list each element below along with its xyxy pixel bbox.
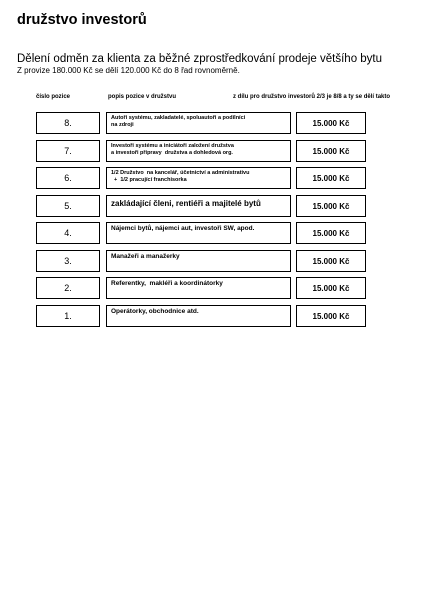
table-row xyxy=(0,140,431,162)
description-cell xyxy=(106,112,291,134)
table-row xyxy=(0,112,431,134)
document-title: družstvo investorů xyxy=(17,12,147,28)
table-row xyxy=(0,277,431,299)
position-cell: 8. xyxy=(36,112,100,134)
position-cell: 7. xyxy=(36,140,100,162)
position-cell: 2. xyxy=(36,277,100,299)
description-text: Operátorky, obchodnice atd. xyxy=(111,308,199,315)
description-text: 1/2 Družstvo na kancelář, účetnictví a administrativu + 1/2 pracující franchisorka xyxy=(111,170,250,183)
description-cell xyxy=(106,222,291,244)
amount-cell: 15.000 Kč xyxy=(296,250,366,272)
amount-cell: 15.000 Kč xyxy=(296,195,366,217)
position-cell: 1. xyxy=(36,305,100,327)
description-text: Autoři systému, zakladatelé, spoluautoři a podílníci na zdroji xyxy=(111,115,246,128)
position-cell: 3. xyxy=(36,250,100,272)
position-cell: 6. xyxy=(36,167,100,189)
description-cell xyxy=(106,277,291,299)
position-cell: 4. xyxy=(36,222,100,244)
table-row xyxy=(0,250,431,272)
description-cell xyxy=(106,250,291,272)
description-cell xyxy=(106,305,291,327)
description-text: Manažeři a manažerky xyxy=(111,253,180,260)
amount-cell: 15.000 Kč xyxy=(296,140,366,162)
header-position: číslo pozice xyxy=(36,94,71,100)
table-row xyxy=(0,305,431,327)
document-note: Z provize 180.000 Kč se dělí 120.000 Kč do 8 řad rovnoměrně. xyxy=(17,66,240,75)
amount-cell: 15.000 Kč xyxy=(296,305,366,327)
document-subtitle: Dělení odměn za klienta za běžné zprostředkování prodeje většího bytu xyxy=(17,53,383,65)
description-cell xyxy=(106,167,291,189)
amount-cell: 15.000 Kč xyxy=(296,277,366,299)
amount-cell: 15.000 Kč xyxy=(296,167,366,189)
table-row xyxy=(0,195,431,217)
description-text: Investoři systému a iniciátoři založení družstva a investoři přípravy družstva a dohledová org. xyxy=(111,143,234,156)
description-text: Nájemci bytů, nájemci aut, investoři SW, apod. xyxy=(111,225,255,232)
description-cell xyxy=(106,195,291,217)
table-row xyxy=(0,167,431,189)
description-text: Referentky, makléři a koordinátorky xyxy=(111,280,223,287)
position-cell: 5. xyxy=(36,195,100,217)
amount-cell: 15.000 Kč xyxy=(296,112,366,134)
amount-cell: 15.000 Kč xyxy=(296,222,366,244)
header-amount: z dílu pro družstvo investorů 2/3 je 8/8 a ty se dělí takto xyxy=(233,94,391,100)
description-text: zakládající členi, rentiéři a majitelé bytů xyxy=(111,199,261,208)
description-cell xyxy=(106,140,291,162)
table-row xyxy=(0,222,431,244)
header-description: popis pozice v družstvu xyxy=(108,94,177,100)
